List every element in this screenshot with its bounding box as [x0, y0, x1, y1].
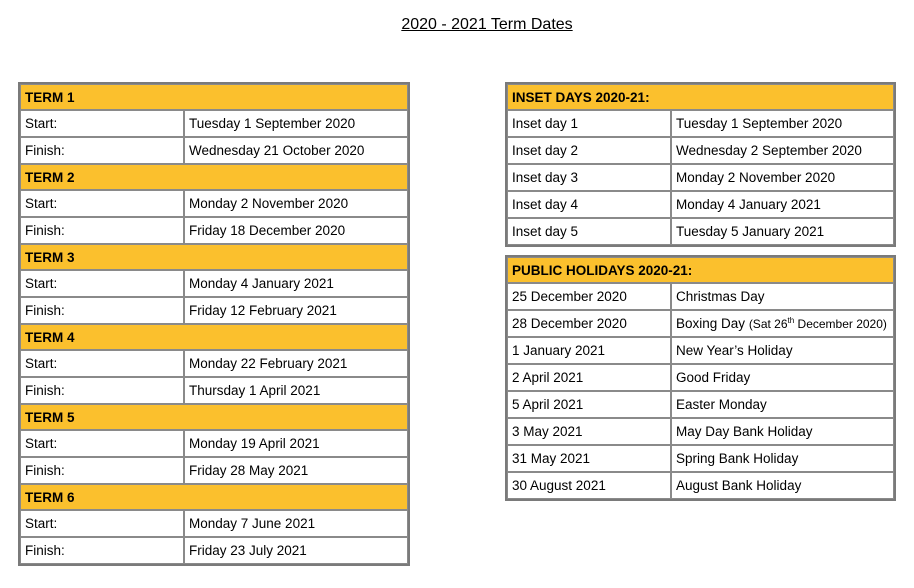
start-label: Start:: [20, 350, 184, 377]
holiday-name: New Year’s Holiday: [671, 337, 894, 364]
table-row: [20, 217, 408, 244]
start-label: Start:: [20, 510, 184, 537]
start-date: Monday 7 June 2021: [184, 510, 408, 537]
start-label: Start:: [20, 190, 184, 217]
holiday-date: 2 April 2021: [507, 364, 671, 391]
finish-date: Thursday 1 April 2021: [184, 377, 408, 404]
term-heading: TERM 5: [20, 404, 408, 430]
holiday-note-post: December 2020): [794, 317, 887, 331]
table-row: [507, 472, 894, 499]
table-row: [20, 377, 408, 404]
holiday-name-cell: [671, 310, 894, 337]
table-row: [20, 110, 408, 137]
term-heading: TERM 2: [20, 164, 408, 190]
term-heading: TERM 1: [20, 84, 408, 110]
table-row: [20, 297, 408, 324]
finish-label: Finish:: [20, 377, 184, 404]
holiday-date: 3 May 2021: [507, 418, 671, 445]
term-heading: TERM 3: [20, 244, 408, 270]
table-row: [20, 137, 408, 164]
start-label: Start:: [20, 110, 184, 137]
table-row: [507, 337, 894, 364]
holiday-date: 31 May 2021: [507, 445, 671, 472]
inset-day-label: Inset day 2: [507, 137, 671, 164]
table-row: [507, 391, 894, 418]
table-row: [20, 430, 408, 457]
holiday-name: Good Friday: [671, 364, 894, 391]
finish-label: Finish:: [20, 217, 184, 244]
term-heading: TERM 4: [20, 324, 408, 350]
table-row: [507, 418, 894, 445]
inset-days-table: [505, 82, 896, 247]
table-row: [20, 270, 408, 297]
terms-table: [18, 82, 410, 566]
inset-day-label: Inset day 3: [507, 164, 671, 191]
table-row: [507, 191, 894, 218]
start-date: Monday 4 January 2021: [184, 270, 408, 297]
finish-label: Finish:: [20, 297, 184, 324]
start-date: Monday 22 February 2021: [184, 350, 408, 377]
table-row: [507, 164, 894, 191]
table-row: [507, 110, 894, 137]
inset-day-label: Inset day 1: [507, 110, 671, 137]
holiday-note: [749, 317, 887, 331]
start-date: Monday 19 April 2021: [184, 430, 408, 457]
start-date: Tuesday 1 September 2020: [184, 110, 408, 137]
holiday-name: Easter Monday: [671, 391, 894, 418]
public-holidays-heading: PUBLIC HOLIDAYS 2020-21:: [507, 257, 894, 283]
finish-label: Finish:: [20, 137, 184, 164]
holiday-date: 28 December 2020: [507, 310, 671, 337]
finish-date: Wednesday 21 October 2020: [184, 137, 408, 164]
table-row: [507, 218, 894, 245]
inset-day-date: Monday 2 November 2020: [671, 164, 894, 191]
table-row: [20, 350, 408, 377]
table-row: [507, 445, 894, 472]
holiday-name: August Bank Holiday: [671, 472, 894, 499]
page-title: 2020 - 2021 Term Dates: [401, 16, 573, 33]
start-label: Start:: [20, 430, 184, 457]
inset-day-date: Monday 4 January 2021: [671, 191, 894, 218]
holiday-name: May Day Bank Holiday: [671, 418, 894, 445]
table-row: [507, 310, 894, 337]
holiday-date: 30 August 2021: [507, 472, 671, 499]
inset-day-date: Wednesday 2 September 2020: [671, 137, 894, 164]
holiday-date: 5 April 2021: [507, 391, 671, 418]
holiday-name: Christmas Day: [671, 283, 894, 310]
table-row: [20, 190, 408, 217]
inset-days-heading: INSET DAYS 2020-21:: [507, 84, 894, 110]
finish-label: Finish:: [20, 457, 184, 484]
finish-date: Friday 12 February 2021: [184, 297, 408, 324]
holiday-note-sup: th: [787, 316, 795, 325]
finish-date: Friday 18 December 2020: [184, 217, 408, 244]
term-heading: TERM 6: [20, 484, 408, 510]
holiday-name: Spring Bank Holiday: [671, 445, 894, 472]
table-row: [507, 364, 894, 391]
finish-label: Finish:: [20, 537, 184, 564]
holiday-note-pre: (Sat 26: [748, 317, 788, 331]
start-date: Monday 2 November 2020: [184, 190, 408, 217]
public-holidays-table: [505, 255, 896, 501]
holiday-date: 1 January 2021: [507, 337, 671, 364]
table-row: [20, 457, 408, 484]
table-row: [20, 537, 408, 564]
inset-day-date: Tuesday 5 January 2021: [671, 218, 894, 245]
table-row: [20, 510, 408, 537]
holiday-name: Boxing Day: [676, 316, 746, 331]
finish-date: Friday 28 May 2021: [184, 457, 408, 484]
table-row: [507, 283, 894, 310]
inset-day-label: Inset day 4: [507, 191, 671, 218]
inset-day-label: Inset day 5: [507, 218, 671, 245]
finish-date: Friday 23 July 2021: [184, 537, 408, 564]
table-row: [507, 137, 894, 164]
holiday-date: 25 December 2020: [507, 283, 671, 310]
start-label: Start:: [20, 270, 184, 297]
inset-day-date: Tuesday 1 September 2020: [671, 110, 894, 137]
